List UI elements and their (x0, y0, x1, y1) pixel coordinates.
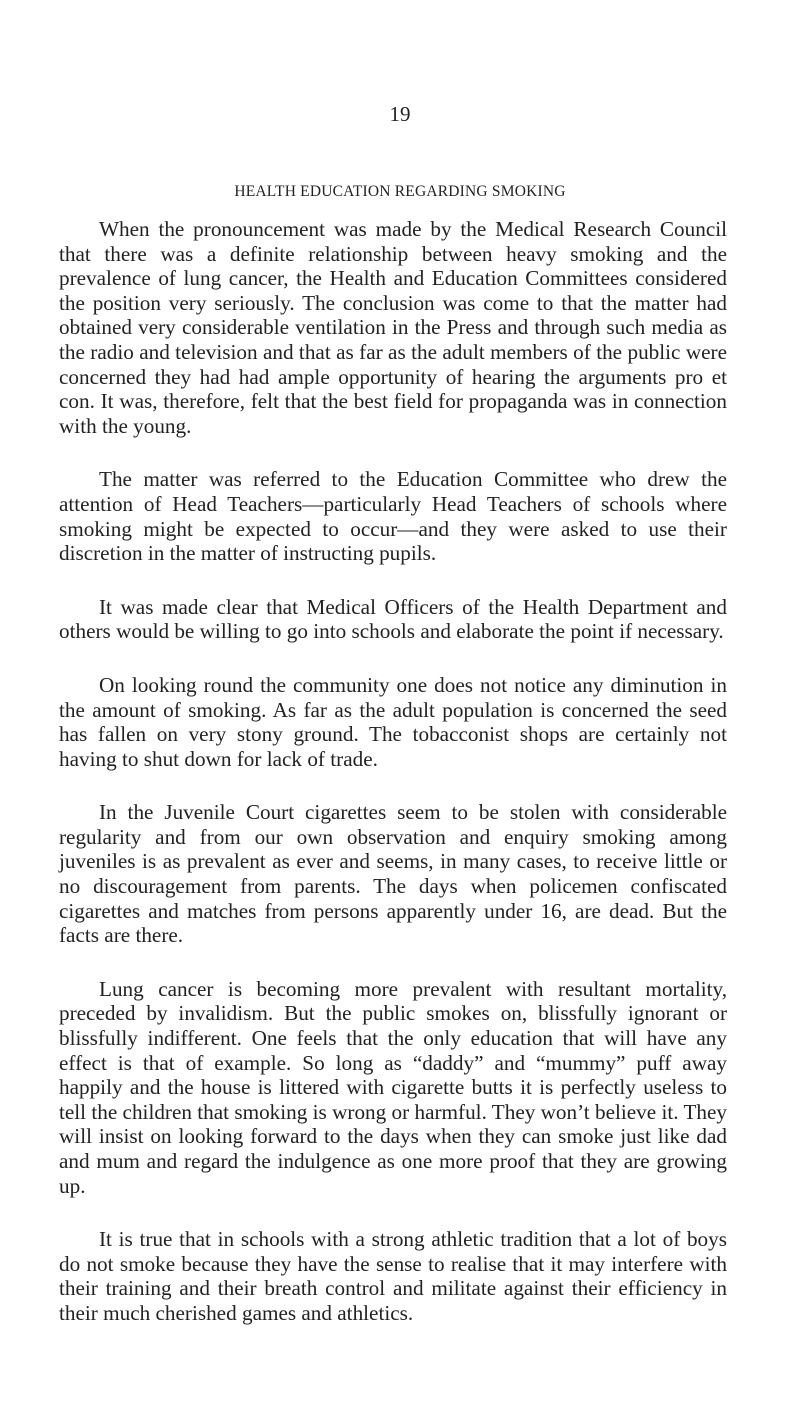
section-heading: HEALTH EDUCATION REGARDING SMOKING (234, 183, 566, 200)
paragraph: It was made clear that Medical Officers of the Health Department and others would be willing to go into schools and elaborate the point if necessary. (59, 594, 727, 644)
paragraph: It is true that in schools with a strong athletic tradition that a lot of boys do not smoke because they have the sense to realise that it may interfere with their training and their breath control and militate against their efficiency in their much cherished games and athletics. (59, 1227, 727, 1325)
paragraph: Lung cancer is becoming more prevalent with resultant mortality, preceded by invalidism. But the public smokes on, blissfully ignorant or blissfully indifferent. One feels that the only education that will have any effect is that of example. So long as “daddy” and “mummy” puff away happily and the house is littered with cigarette butts it is perfectly useless to tell the children that smoking is wrong or harmful. They won’t believe it. They will insist on looking forward to the days when they can smoke just like dad and mum and regard the indulgence as one more proof that they are growing up. (59, 976, 727, 1198)
paragraph: When the pronouncement was made by the Medical Research Council that there was a definite relationship between heavy smoking and the prevalence of lung cancer, the Health and Education Committees considered the position very seriously. The conclusion was come to that the matter had obtained very considerable ventilation in the Press and through such media as the radio and television and that as far as the adult members of the public were concerned they had had ample opportunity of hearing the arguments pro et con. It was, therefore, felt that the best field for propaganda was in connection with the young. (59, 217, 727, 438)
paragraph: On looking round the community one does not notice any diminution in the amount of smoking. As far as the adult population is concerned the seed has fallen on very stony ground. The tobacconist shops are certainly not having to shut down for lack of trade. (59, 672, 727, 771)
paragraph: The matter was referred to the Education Committee who drew the attention of Head Teachers—particularly Head Teachers of schools where smoking might be expected to occur—and they were asked to use their discretion in the matter of instructing pupils. (59, 467, 727, 566)
body-text (59, 217, 727, 1355)
page-number: 19 (389, 102, 411, 126)
paragraph: In the Juvenile Court cigarettes seem to be stolen with considerable regularity and from our own observation and enquiry smoking among juveniles is as prevalent as ever and seems, in many cases, to receive little or no discouragement from parents. The days when policemen confiscated cigarettes and matches from persons apparently under 16, are dead. But the facts are there. (59, 800, 727, 948)
